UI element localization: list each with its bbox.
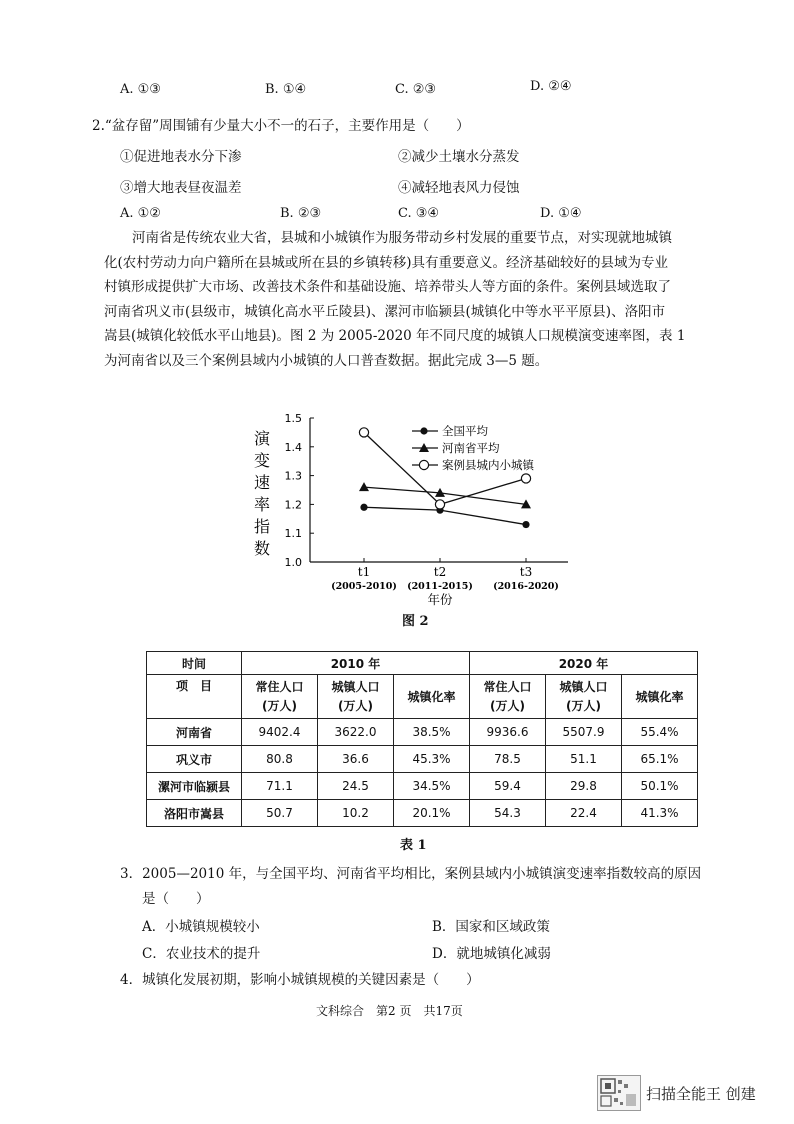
- passage-line: 为河南省以及三个案例县域内小城镇的人口普查数据。据此完成 3—5 题。: [104, 352, 549, 369]
- table-cell: 50.7: [242, 800, 318, 827]
- y-tick-label: 1.4: [284, 440, 302, 454]
- passage-line: 嵩县(城镇化较低水平山地县)。图 2 为 2005-2020 年不同尺度的城镇人口规模演变速率图，表 1: [104, 328, 686, 344]
- q2-item-1: ①促进地表水分下渗: [120, 149, 242, 165]
- y-axis-label-char: 数: [253, 539, 271, 558]
- legend-label: 案例县城内小城镇: [442, 458, 534, 472]
- series-line: [364, 487, 526, 504]
- table-1: [146, 651, 698, 827]
- x-tick-period: (2011-2015): [407, 581, 473, 592]
- q2-option-b: B. ②③: [280, 206, 322, 221]
- table-row-name: 河南省: [147, 719, 242, 746]
- page-footer: 文科综合 第2 页 共17页: [316, 1004, 463, 1018]
- series-line: [364, 507, 526, 524]
- q1-option-b: B. ①④: [265, 82, 307, 97]
- legend-label: 河南省平均: [442, 441, 500, 455]
- table-cell: 71.1: [242, 773, 318, 800]
- table-year-2010: 2010 年: [242, 652, 470, 675]
- table-cell: 78.5: [470, 746, 546, 773]
- data-point: [522, 521, 529, 528]
- table-cell: 9936.6: [470, 719, 546, 746]
- data-point: [360, 504, 367, 511]
- q1-option-a: A. ①③: [120, 82, 161, 97]
- table-cell: 38.5%: [394, 719, 470, 746]
- q3-stem-line-2: 是（ ）: [142, 891, 210, 907]
- table-cell: 51.1: [546, 746, 622, 773]
- q2-option-c: C. ③④: [398, 206, 440, 221]
- table-cell: 55.4%: [622, 719, 698, 746]
- legend-label: 全国平均: [442, 424, 488, 438]
- y-axis-label-char: 指: [253, 517, 271, 536]
- scanner-watermark: 扫描全能王 创建: [646, 1085, 756, 1103]
- table-cell: 5507.9: [546, 719, 622, 746]
- y-axis-label-char: 速: [253, 473, 271, 492]
- figure-2-caption: 图 2: [402, 614, 429, 629]
- table-cell: 3622.0: [318, 719, 394, 746]
- y-axis-label-char: 率: [253, 495, 271, 514]
- table-column-header: 城镇化率: [394, 675, 470, 719]
- table-cell: 41.3%: [622, 800, 698, 827]
- q3-option-c: C．农业技术的提升: [142, 946, 261, 962]
- table-row-name: 巩义市: [147, 746, 242, 773]
- table-row-name: 洛阳市嵩县: [147, 800, 242, 827]
- q2-item-2: ②减少土壤水分蒸发: [398, 149, 520, 165]
- data-point: [419, 460, 428, 469]
- table-column-header: 城镇化率: [622, 675, 698, 719]
- passage: [104, 226, 754, 373]
- y-tick-label: 1.5: [284, 412, 302, 425]
- q2-option-a: A. ①②: [120, 206, 161, 221]
- q1-option-c: C. ②③: [395, 82, 437, 97]
- x-tick-label: t3: [519, 565, 533, 579]
- q2-item-4: ④减轻地表风力侵蚀: [398, 180, 520, 196]
- table-year-2020: 2020 年: [470, 652, 698, 675]
- figure-2-chart: [240, 404, 580, 614]
- table-column-header: 城镇人口 (万人): [546, 675, 622, 719]
- passage-line: 河南省巩义市(县级市，城镇化高水平丘陵县)、漯河市临颍县(城镇化中等水平平原县)、洛阳市: [104, 303, 666, 320]
- table-column-header: 常住人口 (万人): [242, 675, 318, 719]
- passage-line: 村镇形成提供扩大市场、改善技术条件和基础设施、培养带头人等方面的条件。案例县域选取了: [104, 279, 671, 295]
- table-row: [147, 719, 698, 746]
- table-cell: 22.4: [546, 800, 622, 827]
- q1-option-d: D. ②④: [530, 79, 572, 94]
- q2-item-3: ③增大地表昼夜温差: [120, 180, 242, 196]
- table-cell: 80.8: [242, 746, 318, 773]
- x-axis-ticks: [331, 558, 559, 592]
- table-cell: 54.3: [470, 800, 546, 827]
- y-axis-label: [254, 429, 272, 558]
- q3-stem-line-1: 3．2005—2010 年，与全国平均、河南省平均相比，案例县域内小城镇演变速率指数较高的原因: [120, 866, 702, 882]
- y-tick-label: 1.2: [284, 498, 302, 512]
- x-axis-label: 年份: [427, 592, 453, 607]
- table-cell: 36.6: [318, 746, 394, 773]
- table-cell: 65.1%: [622, 746, 698, 773]
- table-cell: 29.8: [546, 773, 622, 800]
- y-tick-label: 1.3: [284, 469, 302, 483]
- q3-option-a: A．小城镇规模较小: [142, 919, 260, 935]
- passage-line: 化(农村劳动力向户籍所在县城或所在县的乡镇转移)具有重要意义。经济基础较好的县域为专业: [104, 254, 669, 271]
- passage-line: 河南省是传统农业大省，县城和小城镇作为服务带动乡村发展的重要节点，对实现就地城镇: [132, 230, 672, 246]
- table-item-header: 项 目: [147, 675, 242, 719]
- chart-legend: [412, 424, 535, 472]
- q2-stem: 2.“盆存留”周围铺有少量大小不一的石子，主要作用是（ ）: [92, 118, 470, 134]
- data-point: [420, 427, 427, 434]
- table-cell: 34.5%: [394, 773, 470, 800]
- data-point: [521, 474, 530, 483]
- table-cell: 24.5: [318, 773, 394, 800]
- data-point: [359, 428, 368, 437]
- table-cell: 45.3%: [394, 746, 470, 773]
- table-row: [147, 773, 698, 800]
- table-row: [147, 746, 698, 773]
- table-row-name: 漯河市临颍县: [147, 773, 242, 800]
- table-cell: 10.2: [318, 800, 394, 827]
- table-cell: 59.4: [470, 773, 546, 800]
- q4-stem: 4．城镇化发展初期，影响小城镇规模的关键因素是（ ）: [120, 972, 480, 988]
- table-row: [147, 800, 698, 827]
- y-axis-label-char: 变: [253, 451, 271, 470]
- table-cell: 50.1%: [622, 773, 698, 800]
- q3-option-b: B．国家和区域政策: [432, 919, 550, 935]
- y-tick-label: 1.1: [284, 527, 302, 541]
- table-1-caption: 表 1: [400, 838, 427, 853]
- table-cell: 20.1%: [394, 800, 470, 827]
- qr-code-icon: [597, 1075, 641, 1111]
- x-tick-period: (2016-2020): [493, 581, 559, 592]
- data-point: [435, 500, 444, 509]
- table-column-header: 常住人口 (万人): [470, 675, 546, 719]
- data-point: [359, 482, 369, 491]
- y-tick-label: 1.0: [284, 556, 302, 569]
- table-time-header: 时间: [147, 652, 242, 675]
- table-cell: 9402.4: [242, 719, 318, 746]
- x-tick-label: t1: [357, 565, 371, 579]
- q3-option-d: D．就地城镇化减弱: [432, 946, 551, 962]
- table-column-header: 城镇人口 (万人): [318, 675, 394, 719]
- x-tick-period: (2005-2010): [331, 581, 397, 592]
- x-tick-label: t2: [433, 565, 447, 579]
- q2-option-d: D. ①④: [540, 206, 582, 221]
- y-axis-label-char: 演: [253, 429, 271, 448]
